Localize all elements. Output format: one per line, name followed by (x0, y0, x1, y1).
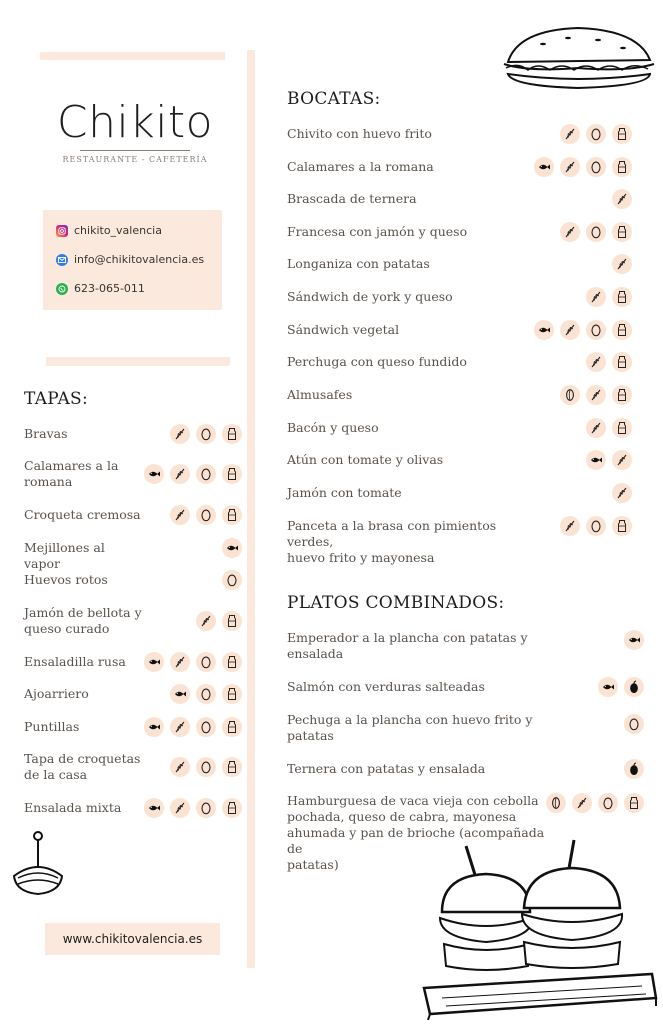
gluten-icon (170, 505, 190, 525)
contact-instagram[interactable] (56, 224, 162, 237)
gluten-icon (572, 793, 592, 813)
logo-name: Chikito (56, 97, 214, 148)
tapas-title: TAPAS: (24, 389, 89, 409)
platos-title: PLATOS COMBINADOS: (287, 593, 505, 613)
milk-icon (612, 385, 632, 405)
gluten-icon (586, 385, 606, 405)
egg-icon (586, 320, 606, 340)
gluten-icon (612, 483, 632, 503)
pepper-icon (624, 677, 644, 697)
gluten-icon (560, 516, 580, 536)
bocatas-item-name: Chivito con huevo frito (287, 126, 432, 141)
platos-item-name: Pechuga a la plancha con huevo frito y patatas (287, 712, 533, 743)
tapas-item-name: Tapa de croquetas de la casa (24, 751, 141, 782)
fish-icon (222, 538, 242, 558)
instagram-icon (56, 225, 68, 237)
gluten-icon (170, 757, 190, 777)
gluten-icon (586, 352, 606, 372)
gluten-icon (560, 124, 580, 144)
bocatas-item-name: Almusafes (287, 387, 353, 402)
top-left-bar (40, 52, 225, 60)
platos-item-allergens (624, 759, 644, 779)
sandwich-illustration (498, 22, 658, 92)
pepper-icon (624, 759, 644, 779)
tapas-item-allergens (222, 570, 242, 590)
milk-icon (612, 222, 632, 242)
bocatas-item-allergens (560, 516, 632, 536)
tapas-item-allergens (170, 757, 242, 777)
gluten-icon (586, 287, 606, 307)
egg-icon (196, 424, 216, 444)
gluten-icon (612, 189, 632, 209)
tapas-item-allergens (144, 717, 242, 737)
gluten-icon (560, 320, 580, 340)
tapas-item-name: Ajoarriero (24, 686, 89, 701)
tapas-item-name: Bravas (24, 426, 68, 441)
bocatas-item-name: Calamares a la romana (287, 159, 434, 174)
milk-icon (222, 464, 242, 484)
platos-item-allergens (546, 793, 644, 813)
gluten-icon (170, 652, 190, 672)
gluten-icon (170, 464, 190, 484)
instagram-handle: chikito_valencia (74, 224, 162, 237)
tapas-item-name: Huevos rotos (24, 572, 108, 587)
tapas-item-allergens (144, 464, 242, 484)
milk-icon (612, 287, 632, 307)
egg-icon (196, 652, 216, 672)
milk-icon (222, 684, 242, 704)
bocatas-item-name: Panceta a la brasa con pimientos verdes, huevo frito y mayonesa (287, 518, 497, 565)
egg-icon (586, 516, 606, 536)
gluten-icon (612, 450, 632, 470)
milk-icon (624, 793, 644, 813)
tapas-item-allergens (170, 424, 242, 444)
egg-icon (196, 798, 216, 818)
tapas-item-name: Ensalada mixta (24, 800, 122, 815)
bocatas-item-allergens (586, 287, 632, 307)
bocatas-item-allergens (586, 352, 632, 372)
vertical-divider (247, 50, 255, 968)
bocatas-item-allergens (612, 189, 632, 209)
phone-number: 623-065-011 (74, 282, 145, 295)
bocatas-item-allergens (586, 450, 632, 470)
gluten-icon (170, 798, 190, 818)
egg-icon (586, 124, 606, 144)
platos-item-name: Ternera con patatas y ensalada (287, 761, 486, 776)
email-icon (56, 254, 68, 266)
gluten-icon (170, 424, 190, 444)
milk-icon (222, 717, 242, 737)
fish-icon (534, 320, 554, 340)
bocatas-item-allergens (612, 254, 632, 274)
fish-icon (624, 630, 644, 650)
gluten-icon (586, 418, 606, 438)
bocatas-item-allergens (612, 483, 632, 503)
contact-box (43, 210, 222, 310)
milk-icon (612, 418, 632, 438)
bocatas-item-allergens (560, 385, 632, 405)
bocatas-item-name: Atún con tomate y olivas (287, 452, 444, 467)
egg-icon (196, 505, 216, 525)
tapas-item-allergens (196, 611, 242, 631)
tapas-item-allergens (144, 798, 242, 818)
bocatas-item-name: Jamón con tomate (287, 485, 402, 500)
fish-icon (144, 717, 164, 737)
tapas-item-allergens (144, 652, 242, 672)
platos-item-allergens (624, 714, 644, 734)
mid-left-bar (46, 357, 230, 366)
bocatas-item-name: Perchuga con queso fundido (287, 354, 467, 369)
bocatas-item-allergens (586, 418, 632, 438)
bocatas-item-name: Sándwich vegetal (287, 322, 400, 337)
milk-icon (222, 757, 242, 777)
tapas-item-allergens (222, 538, 242, 558)
gluten-icon (612, 254, 632, 274)
milk-icon (222, 505, 242, 525)
contact-email[interactable] (56, 253, 204, 266)
milk-icon (612, 516, 632, 536)
fish-icon (144, 464, 164, 484)
nuts-icon (546, 793, 566, 813)
tapas-item-name: Croqueta cremosa (24, 507, 141, 522)
bocatas-item-name: Bacón y queso (287, 420, 379, 435)
nuts-icon (560, 385, 580, 405)
egg-icon (196, 464, 216, 484)
email-address: info@chikitovalencia.es (74, 253, 205, 266)
burgers-illustration (422, 838, 658, 1020)
fish-icon (144, 652, 164, 672)
egg-icon (196, 757, 216, 777)
egg-icon (196, 684, 216, 704)
fish-icon (534, 157, 554, 177)
milk-icon (612, 124, 632, 144)
tapas-item-name: Ensaladilla rusa (24, 654, 126, 669)
fish-icon (598, 677, 618, 697)
bocatas-item-allergens (560, 124, 632, 144)
platos-item-name: Salmón con verduras salteadas (287, 679, 485, 694)
egg-icon (586, 222, 606, 242)
tapas-item-name: Calamares a la romana (24, 458, 119, 489)
logo (40, 98, 230, 164)
fish-icon (144, 798, 164, 818)
gluten-icon (560, 222, 580, 242)
milk-icon (222, 652, 242, 672)
egg-icon (598, 793, 618, 813)
platos-item-name: Emperador a la plancha con patatas y ensalada (287, 630, 528, 661)
website-link[interactable]: www.chikitovalencia.es (45, 923, 220, 955)
tapas-item-name: Mejillones al vapor (24, 540, 105, 571)
platos-item-allergens (624, 630, 644, 650)
contact-phone[interactable] (56, 282, 145, 295)
logo-divider (80, 150, 190, 151)
tapas-item-allergens (170, 505, 242, 525)
egg-icon (586, 157, 606, 177)
milk-icon (222, 611, 242, 631)
bocatas-item-name: Longaniza con patatas (287, 256, 430, 271)
bocatas-item-allergens (534, 320, 632, 340)
egg-icon (222, 570, 242, 590)
whatsapp-icon (56, 283, 68, 295)
bocatas-item-name: Brascada de ternera (287, 191, 417, 206)
platos-item-allergens (598, 677, 644, 697)
logo-subtitle: RESTAURANTE - CAFETERÍA (62, 155, 208, 164)
milk-icon (612, 320, 632, 340)
bocatas-item-name: Francesa con jamón y queso (287, 224, 468, 239)
bocatas-item-allergens (534, 157, 632, 177)
milk-icon (222, 424, 242, 444)
egg-icon (624, 714, 644, 734)
fish-icon (586, 450, 606, 470)
tapas-item-allergens (170, 684, 242, 704)
bocatas-title: BOCATAS: (287, 89, 381, 109)
bocatas-item-name: Sándwich de york y queso (287, 289, 453, 304)
milk-icon (222, 798, 242, 818)
gluten-icon (560, 157, 580, 177)
skewer-illustration (8, 828, 68, 898)
fish-icon (170, 684, 190, 704)
milk-icon (612, 352, 632, 372)
tapas-item-name: Puntillas (24, 719, 80, 734)
gluten-icon (196, 611, 216, 631)
gluten-icon (170, 717, 190, 737)
egg-icon (196, 717, 216, 737)
milk-icon (612, 157, 632, 177)
tapas-item-name: Jamón de bellota y queso curado (24, 605, 142, 636)
bocatas-item-allergens (560, 222, 632, 242)
platos-item-name: Hamburguesa de vaca vieja con cebolla pochada, queso de cabra, mayonesa ahumada y pan de brioche (acompañada de patatas) (287, 793, 545, 872)
